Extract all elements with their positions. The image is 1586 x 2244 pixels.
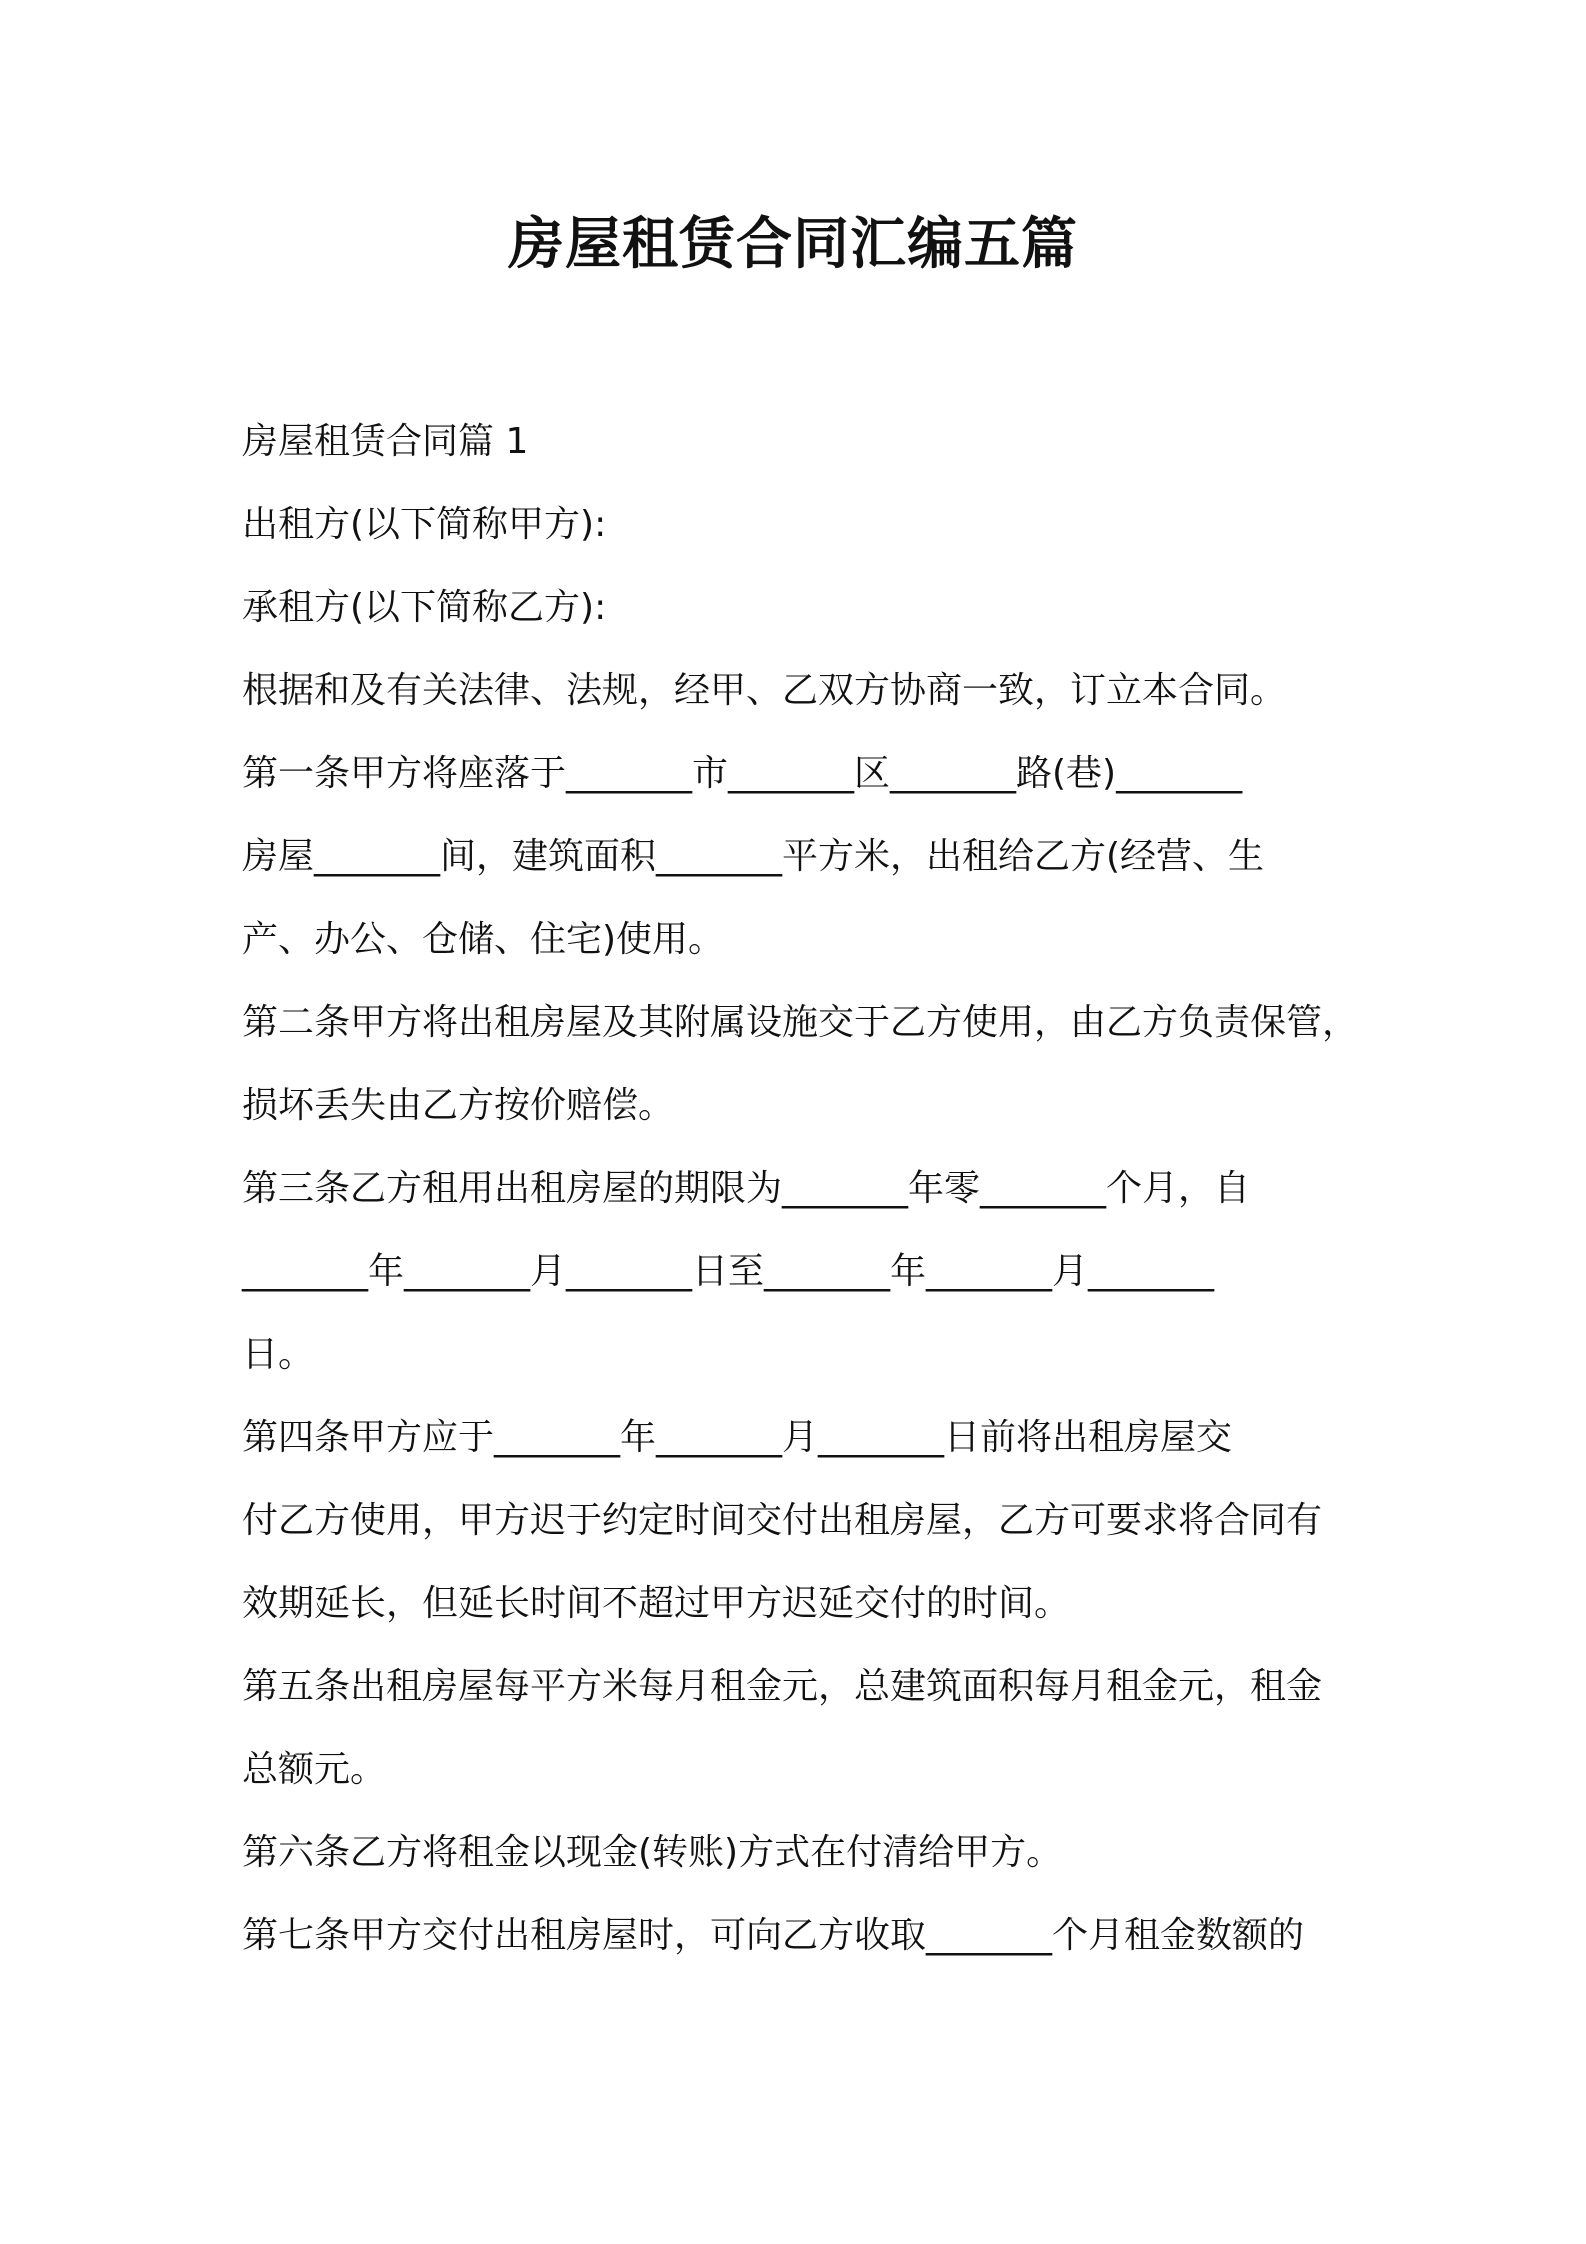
article-3-line-1: 第三条乙方租用出租房屋的期限为_______年零_______个月，自: [242, 1168, 1251, 1209]
article-4-line-1: 第四条甲方应于_______年_______月_______日前将出租房屋交: [242, 1417, 1233, 1458]
document-title: 房屋租赁合同汇编五篇: [508, 212, 1078, 277]
section-heading: 房屋租赁合同篇 1: [242, 421, 529, 462]
article-4-line-3: 效期延长，但延长时间不超过甲方迟延交付的时间。: [242, 1583, 1071, 1624]
article-6-line-1: 第六条乙方将租金以现金(转账)方式在付清给甲方。: [242, 1832, 1063, 1873]
article-5-line-1: 第五条出租房屋每平方米每月租金元，总建筑面积每月租金元，租金: [242, 1666, 1323, 1707]
article-2-line-1: 第二条甲方将出租房屋及其附属设施交于乙方使用，由乙方负责保管，: [242, 1002, 1359, 1043]
article-4-line-2: 付乙方使用，甲方迟于约定时间交付出租房屋，乙方可要求将合同有: [242, 1500, 1323, 1541]
lessor-line: 出租方(以下简称甲方):: [242, 504, 607, 545]
article-3-line-2: _______年_______月_______日至_______年_______月_______: [242, 1251, 1214, 1292]
preamble-line: 根据和及有关法律、法规，经甲、乙双方协商一致，订立本合同。: [242, 670, 1287, 711]
article-7-line-1: 第七条甲方交付出租房屋时，可向乙方收取_______个月租金数额的: [242, 1915, 1305, 1956]
lessee-line: 承租方(以下简称乙方):: [242, 587, 607, 628]
article-1-line-3: 产、办公、仓储、住宅)使用。: [242, 919, 725, 960]
article-3-line-3: 日。: [242, 1334, 315, 1375]
article-1-line-1: 第一条甲方将座落于_______市_______区_______路(巷)_______: [242, 753, 1243, 794]
document-body: [242, 400, 1362, 1977]
article-5-line-2: 总额元。: [242, 1749, 387, 1790]
article-1-line-2: 房屋_______间，建筑面积_______平方米，出租给乙方(经营、生: [242, 836, 1265, 877]
article-2-line-2: 损坏丢失由乙方按价赔偿。: [242, 1085, 675, 1126]
